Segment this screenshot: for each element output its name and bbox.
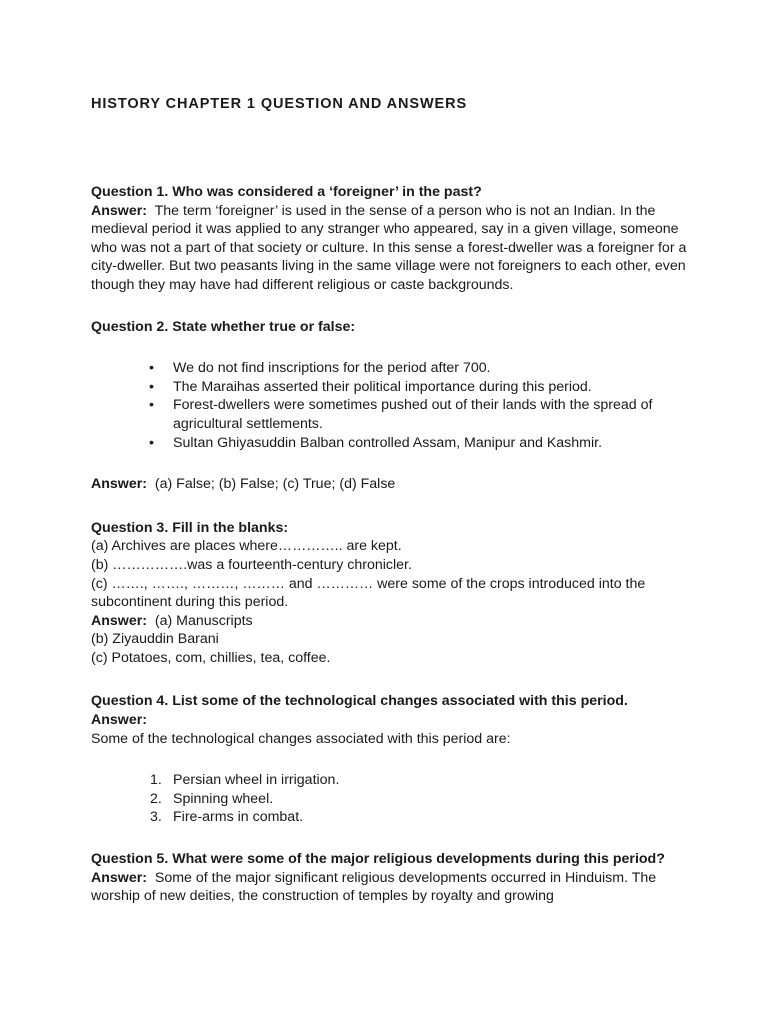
answer-5-label: Answer: xyxy=(91,869,147,886)
technology-list xyxy=(91,771,691,827)
list-item xyxy=(150,808,691,827)
list-item: • Forest-dwellers were sometimes pushed out of their lands with the spread of agricultural settlements. xyxy=(173,396,691,433)
list-number: 3. xyxy=(150,809,162,826)
document-body xyxy=(91,183,691,906)
list-item: • Sultan Ghiyasuddin Balban controlled Assam, Manipur and Kashmir. xyxy=(173,434,691,453)
blank-b: (b) …………….was a fourteenth-century chronicler. xyxy=(91,556,412,573)
answer-3-label: Answer: xyxy=(91,612,147,629)
list-item-text: Fire-arms in combat. xyxy=(173,809,304,826)
blank-a: (a) Archives are places where………….. are kept. xyxy=(91,538,402,555)
answer-3-c: (c) Potatoes, com, chillies, tea, coffee. xyxy=(91,649,331,666)
list-number: 1. xyxy=(150,772,162,789)
list-number: 2. xyxy=(150,790,162,807)
question-3: Question 3. Fill in the blanks: xyxy=(91,519,289,536)
list-item: • We do not find inscriptions for the period after 700. xyxy=(173,359,691,378)
list-item: • The Maraihas asserted their political importance during this period. xyxy=(173,378,691,397)
answer-1-text: The term ‘foreigner’ is used in the sense of a person who is not an Indian. In the medieval period it was applied to any stranger who appeared, say in a given village, someone who was not a part of that society or culture. In this sense a forest-dweller was a foreigner for a city-dweller. But two peasants living in the same village were not foreigners to each other, even though they may have had different religious or caste backgrounds. xyxy=(91,202,687,293)
list-item-text: Persian wheel in irrigation. xyxy=(173,772,340,789)
answer-4-intro: Some of the technological changes associated with this period are: xyxy=(91,730,511,747)
answer-1 xyxy=(91,202,691,295)
answer-5-text: Some of the major significant religious developments occurred in Hinduism. The worship of new deities, the construction of temples by royalty and growing xyxy=(91,869,657,905)
answer-1-label: Answer: xyxy=(91,202,147,219)
list-item-text: Spinning wheel. xyxy=(173,790,274,807)
answer-5 xyxy=(91,869,691,906)
answer-4-label: Answer: xyxy=(91,712,147,729)
answer-2-label: Answer: xyxy=(91,476,147,493)
question-4: Question 4. List some of the technological changes associated with this period. xyxy=(91,693,628,710)
question-5: Question 5. What were some of the major religious developments during this period? xyxy=(91,851,665,868)
answer-2-text: (a) False; (b) False; (c) True; (d) False xyxy=(154,476,396,493)
document-title: HISTORY CHAPTER 1 QUESTION AND ANSWERS xyxy=(91,96,468,112)
answer-3-b: (b) Ziyauddin Barani xyxy=(91,631,219,648)
list-item xyxy=(150,790,691,809)
question-2: Question 2. State whether true or false: xyxy=(91,318,356,335)
true-false-list xyxy=(91,359,691,452)
list-item xyxy=(150,771,691,790)
answer-3-a: (a) Manuscripts xyxy=(154,612,253,629)
answer-3 xyxy=(91,612,691,631)
answer-2 xyxy=(91,475,691,494)
question-1: Question 1. Who was considered a ‘foreigner’ in the past? xyxy=(91,184,482,200)
blank-c: (c) ……., ……., ………, ……… and ………… were some of the crops introduced into the subcontinent during this period. xyxy=(91,575,646,611)
